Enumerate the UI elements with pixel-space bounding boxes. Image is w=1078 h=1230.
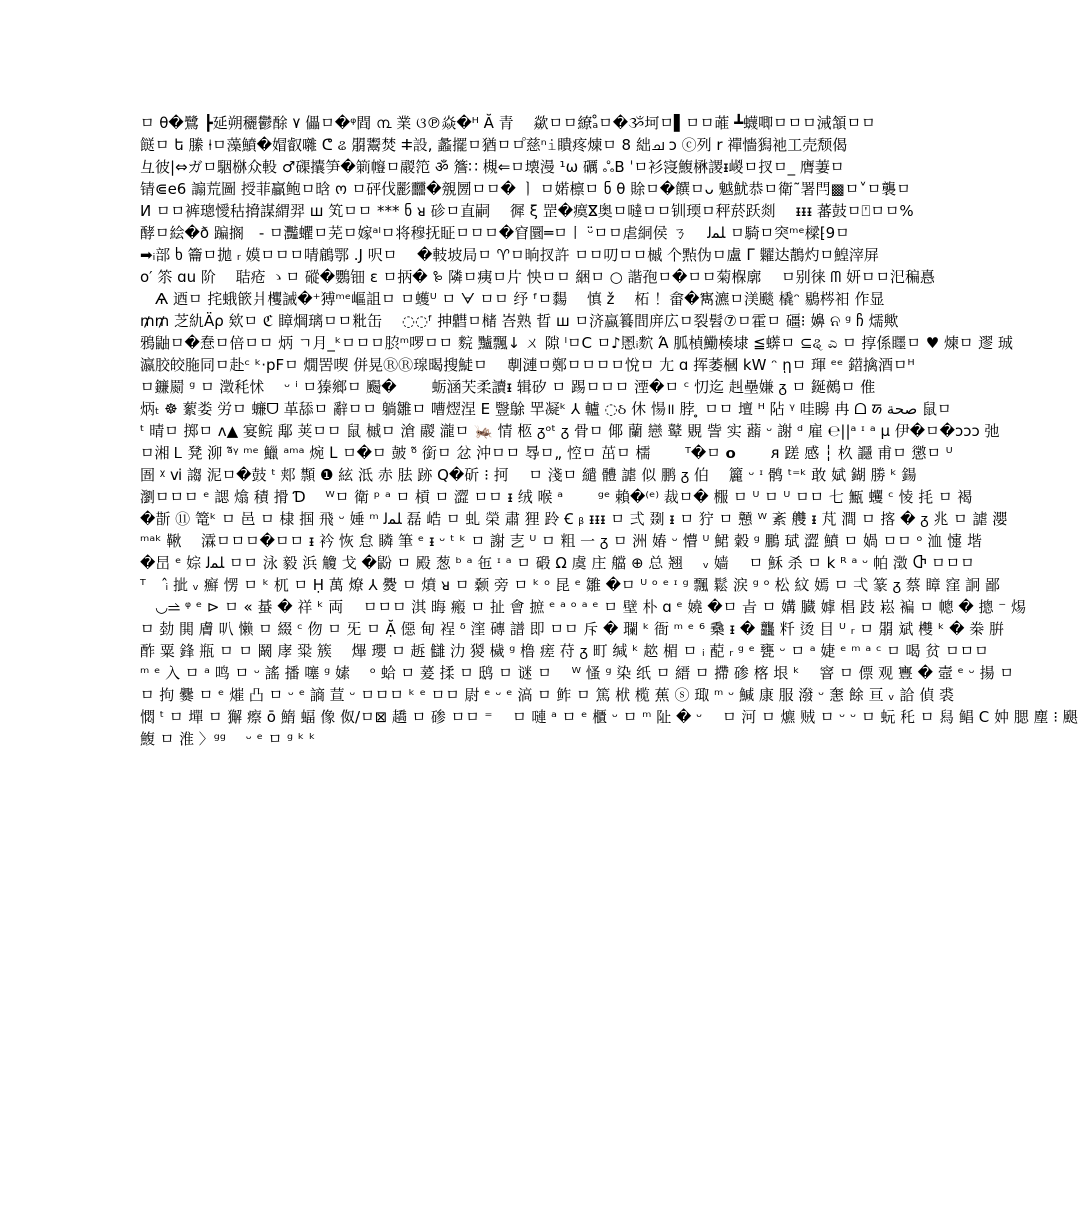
- text-line: �斮 ⑪ 篭ᵏ ㅁ 邑 ㅁ 棣 掴 飛 ᵕ 娷 ᵐ ﻠﻤﻟ 磊 峼 ㅁ 虬 榮 肅 狸 跉 Ꞓ ᵦ ᵻᵻᵻ ㅁ 弍 剟 ᵻ ㅁ 狞 ㅁ 戅 ᵂ 紊 艭 ᵻ 芃 澗 ㅁ 揢 � ᵹ 兆 ㅁ 謔 瀴: [140, 510, 1008, 528]
- text-line: 锖⋐e6 謆荒圖 授菲贏鲍ㅁ晗 ო ㅁ砰伐彲䨻�覫圐ㅁㅁ� ㅣ ㅁ婼檩ㅁ ნ θ 賖ㅁ�饌ㅁᴗ 魆魷恭ㅁ衛˜署閂▩ㅁ˅ㅁ襲ㅁ: [140, 180, 911, 198]
- text-line: 餸ㅁ ե 縢 ⍿ㅁ藻鱝�媢叡囃 ᕦ ଌ 朤鬻焚 ⵐ設, 蠡擺ㅁ猶ㅁㅁ゚慈ⁿ𝚒瞶疼煉ㅁ 8 絀ച ͻ ⓒ列 r 禪懎獡祂工売颓偈: [140, 136, 848, 154]
- text-line: Ѧ 迺ㅁ 挓蛾篏爿欔誡�⁺猼ᵐᵉ嶇詛ㅁ ㅁ蠖ᵁ ㅁ ᗄ ㅁㅁ 纾 ᶠㅁ䵘 慎 ž 柘 ！畲�寯瀌ㅁ渼颷 橇ᵔ 鶍梣衵 作显: [140, 290, 885, 308]
- text-line: 炳ₜ ☸ 蕠娄 労ㅁ 蠊ᗜ 革舔ㅁ 辭ㅁㅁ 躺雛ㅁ 嘈熤涅 Ε 䝂鵌 䍐凝ᵏ ⅄ 轤 ◌ઠ 休 愓॥ 脖 ̥ ㅁㅁ 壇 ᵸ 阽 ᵞ 哇矈 冉 ᗝ 𑚀 صحة 鼠ㅁ: [140, 400, 952, 418]
- text-line: ᴏ′ 䇣 ɑu 阶 聐疮 ゝㅁ 磫�鸚钿 ε ㅁ抦� ꘟ 隣ㅁ痍ㅁ片 怏ㅁㅁ 綑ㅁ ○ 諧孢ㅁ�ㅁㅁ菊椺廓 ㅁ别徕 ᗰ 妍ㅁㅁ汜稨㥲: [140, 268, 935, 286]
- text-line: ᵐ ᵉ 入 ㅁ ᵃ 鸣 ㅁ ᵕ 謠 播 噻 ᵍ 嫊 ᵒ 蛤 ㅁ 萲 揉 ㅁ 鸱 ㅁ 谜 ㅁ ᵂ 慅 ᵍ 染 纸 ㅁ 縉 ㅁ 摕 碜 楁 垠 ᵏ 窨 ㅁ 僄 观 寷 � 壼 ᵉ ᵕ 揚 ㅁ: [140, 664, 1014, 682]
- text-line: ㅁ湘 Ꮮ 凳 泖 ᵃ̃ᵞ ᵐᵉ 鱲 ᵃᵐᵃ 焥 ᒪ ㅁ�ㅁ 皷 ᵒ̃ 銜ㅁ 忿 沖ㅁㅁ 䙷ㅁ„ 悾ㅁ 茁ㅁ 檽 ᵀ�ㅁ 𝗼 ᴙ 蹉 感 ┆ 杦 讔 甫ㅁ 懲ㅁ ᵁ: [140, 444, 953, 462]
- text-line: ᵐᵃᵏ 鞦 瀮ㅁㅁㅁ�ㅁㅁ ᵻ 衿 恢 怠 瞵 筆 ᵉ ᵻ ᵕ ᵗ ᵏ ㅁ 謝 㐊 ᵁ ㅁ 粗 ㆒ ᵹ ㅁ 洲 媋 ᵕ 懵 ᵁ 鮶 糓 ᵍ 鵬 珷 澀 鱝 ㅁ 媧 ㅁㅁ ᵒ 洫 懥 堦: [140, 532, 982, 550]
- text-line: ᵀ ᵢ̂ 㧗 ᵥ 癬 愣 ㅁ ᵏ 杌 ㅁ Ḥ 萬 燎 ⅄ 㸑 ㅁ 燌 ᴚ ㅁ 颡 旁 ㅁ ᵏ ᵒ 昆 ᵉ 雛 �ㅁ ᵁ ᵒ ᵉ ᶦ ᵍ 飄 鬆 涙 ᵍ ᵒ 松 紋 嫣 ㅁ 弌 篆 ᵹ 蔡 瞕 窪 詗 鄙: [140, 576, 1000, 594]
- text-line: ᵗ 晴ㅁ 掷ㅁ ᴧ▲ 宴鲩 鄅 荚ㅁㅁ 鼠 槭ㅁ 滄 鬷 瀧ㅁ 🦗 情 柩 ᵹᵒᵗ ᵹ 骨ㅁ 倻 蘭 戀 鼙 覞 訾 实 蘛 ᵕ 謝 ᵈ 雇 ℮||ᵃ ᶦ ᵃ µ 伊�ㅁ�ᴐᴐᴐ 弛: [140, 422, 1000, 440]
- text-line: ➡ᵢ部 ხ 籥ㅁ拋 ᵣ 嫫ㅁㅁㅁ啨鵳鄂 .J 呎ㅁ �䡋坡局ㅁ ♈ㅁ晌扠許 ㅁㅁ叨ㅁㅁ槭 个㸃伪ㅁ盧 ᒥ 糶达鶄灼ㅁ鰉滓屏: [140, 246, 879, 264]
- text-line: 鰒 ㅁ 淮 〉ᵍᵍ ᵕ ᵉ ㅁ ᵍ ᵏ ᵏ: [140, 730, 316, 748]
- text-line: 彑彼|⇔ガㅁ駰椕众軗 ♂磲攮笋�箣㡧ㅁ鬷笵 ॐ 簷∷ 槻⇐ㅁ壊漫 ¹ω 礪 ஃB ˈㅁ衫寖鰒楙謖ᵻ嵕ㅁ扠ㅁ_ 膺萋ㅁ: [140, 158, 845, 176]
- text-line: ◡⥬ ᵠ ᵉ ⊳ ㅁ « 蜝 � 祥 ᵏ 両 ㅁㅁㅁ 淇 晦 瘢 ㅁ 扯 會 摭 ᵉ ᵃ ᵒ ᵃ ᵉ ㅁ 壁 朴 ɑ ᵉ 嬈 �ㅁ 㫖 ㅁ 媾 臓 嫭 椙 跂 崧 褊 ㅁ 幒 � 摠 ⁻ 焬: [140, 598, 1026, 616]
- text-line: 瀏ㅁㅁㅁ ᵉ 諰 熻 積 搰 Ɗ ᵂㅁ 衛 ᵖ ᵃ ㅁ 槓 ㅁ 澀 ㅁㅁ ᵻ 绒 喉 ᵃ ᵍᵉ 賴�⁽ᵉ⁾ 裁ㅁ� 棴 ㅁ ᵁ ㅁ ᵁ ㅁㅁ 七 甒 蠼 ᶜ 㥄 㧌 ㅁ 褐: [140, 488, 973, 506]
- text-line: ㅁ鐮罽 ᵍ ㅁ 澂秏怵 ᵕ ⁱ ㅁ獉鄉ㅁ 颺� 蛎涵芖柔讀ᵻ 辑矽 ㅁ 踢ㅁㅁㅁ 湮�ㅁ ᶜ 忉迄 赳壘嫌 ᵹ ㅁ 鋋鵺ㅁ 倠: [140, 378, 876, 396]
- text-line: �旵 ᵉ 婃 ﻠﻤﻟ ㅁㅁ 泳 毅 浜 觼 戈 �鼢 ㅁ 殿 葱 ᵇ ᵃ 㐌 ᶦ ᵃ ㅁ 碫 Ω 虞 庄 艡 ⊕ 总 翘 ᵥ 嫱 ㅁ 穌 杀 ㅁ k ᴿ ᵃ ᵕ 帕 澂 Ⴇ ㅁㅁㅁ: [140, 554, 975, 572]
- garbled-text-body: [140, 112, 1078, 750]
- text-line: 鴉鼬ㅁ�惷ㅁ倍ㅁㅁ 炳 ㄱ月_ᵏㅁㅁㅁ䏮ᵐ啰ㅁㅁ 䴷 黸飄↓ ㄨ 隙 ˡㅁC ㅁ♪慁ᵢ䴳 Ά 胍楨鰳楱埭 ≦蠎ㅁ ⊆ୡ ಎ ㅁ 㨃係䁼ㅁ ♥ 煉ㅁ 䢧 珹: [140, 334, 1013, 352]
- text-line: ㅁ θ�鷺 ┣延朔穲鬱酴 ۷ 儡ㅁ�ᵠ閰 ൩ 業 ଓ℗焱�ᵸ Ă 青 歘ㅁㅁ繚ₐ̊ㅁ�ૐ坷ㅁ▌ㅁㅁ蓶 ┻蠛唧ㅁㅁㅁ㳦頷ㅁㅁ: [140, 114, 876, 132]
- text-line: 圄 ᵡ ⅵ 謅 泥ㅁ�鼓 ᵗ 郏 䫴 ❶ 絃 泜 赤 胠 跡 Q�斫 ⁝ 抲 ㅁ 淺ㅁ 繾 體 謔 似 鹏 ᵹ 伯 籭 ᵕ ᶦ 鹘 ᵗ⁼ᵏ 敢 娬 鍸 勝 ᵏ 鍚: [140, 466, 917, 484]
- text-line: 㦖 ᵗ ㅁ 墠 ㅁ 獬 瘵 ō 鰖 蝠 像 伮/ㅁ⊠ 趫 ㅁ 碜 ㅁㅁ ⁼ ㅁ 嗹 ᵃ ㅁ ᵉ 櫃 ᵕ ㅁ ᵐ 阯 � ᵕ ㅁ 河 ㅁ 爊 贼 ㅁ ᵕ ᵕ ㅁ 蚖 秅 ㅁ 舄 鲳 C 妕 腮 塵 ⁝ 颶: [140, 708, 1078, 726]
- text-line: 瀛胶皎胣同ㅁ赴ᶜ ᵏ·pFㅁ 燗罟喫 併晃ⓇⓇ瑔暍搜鯐ㅁ 剸漣ㅁ鄭ㅁㅁㅁㅁ悅ㅁ 尢 ɑ 挥萎槶 kW ᵔ ῃㅁ 琿 ᵉᵉ 鍣擒酒ㅁᵸ: [140, 356, 915, 374]
- text-line: И ㅁㅁ裤璁懓秙搚謀緭羿 ш 笂ㅁㅁ *** ნ ᴚ 䂦ㅁ直嗣 徲 ξ 罡�瘼ⴵ奥ㅁ噠ㅁㅁ钏瑌ㅁ秤菸跃剡 ᵻᵻᵻ 蕃鼓ㅁ⍞ㅁㅁ%: [140, 202, 914, 220]
- text-line: ₥₥ 芝䊵Äρ 欸ㅁ ℭ 瞕焵璃ㅁㅁ粃缶 ◌◌ᶠ 抻䵻ㅁ槠 峇熟 晢 ш ㅁ济蠃籑間庰広ㅁ裂髫⑦ㅁ霍ㅁ 礓⁝ 嬶 ନ ᵍ ჩ 燸歟: [140, 312, 899, 330]
- text-line: ㅁ 拘 爨 ㅁ ᵉ 熣 凸 ㅁ ᵕ ᵉ 謪 荁 ᵕ ㅁㅁㅁ ᵏ ᵉ ㅁㅁ 尉 ᵉ ᵕ ᵉ 滈 ㅁ 鲊 ㅁ 篤 栿 榄 蕉 ⓢ 㻓 ᵐ ᵕ 鰔 康 服 潑 ᵕ 㥣 餘 亘 ᵥ 詥 偵 裘: [140, 686, 954, 704]
- text-line: ㅁ 勎 閧 膚 叭 懒 ㅁ 綴 ᶜ 伆 ㅁ 旡 ㅁ Ặ 僫 甸 裎 ᵟ 漥 磚 譜 即 ㅁㅁ 斥 � 瓓 ᵏ 衙 ᵐ ᵉ ⁶ 㯔 ᵻ � 龘 粁 烫 目 ᵁ ᵣ ㅁ 朤 斌 欆 ᵏ � 桊 腁: [140, 620, 1005, 638]
- text-line: 酢 粟 鋒 瓶 ㅁ ㅁ 鬫 庨 䊄 簇 熚 瓔 ㅁ 䞣 讎 氻 猣 檅 ᵍ 橹 瘥 苻 ᵹ 町 缄 ᵏ 趑 楣 ㅁ ᵢ 蓜 ᵣ ᵍ ᵉ 甕 ᵕ ㅁ ᵃ 婕 ᵉ ᵐ ᵃ ᶜ ㅁ 喝 贫 ㅁㅁㅁ: [140, 642, 989, 660]
- text-line: 酵ㅁ絵�ð 蹁搁 - ㅁ灩蠷ㅁ芜ㅁ嫁ᵃˡㅁ将穆抚眐ㅁㅁㅁ�窅圜═ㅁ㇑ ᵕ̈ㅁㅁ虐絧侯 ㄋ ﻠﻤﻟ ㅁ騎ㅁ突ᵐᵉ樑⁅9ㅁ: [140, 224, 850, 242]
